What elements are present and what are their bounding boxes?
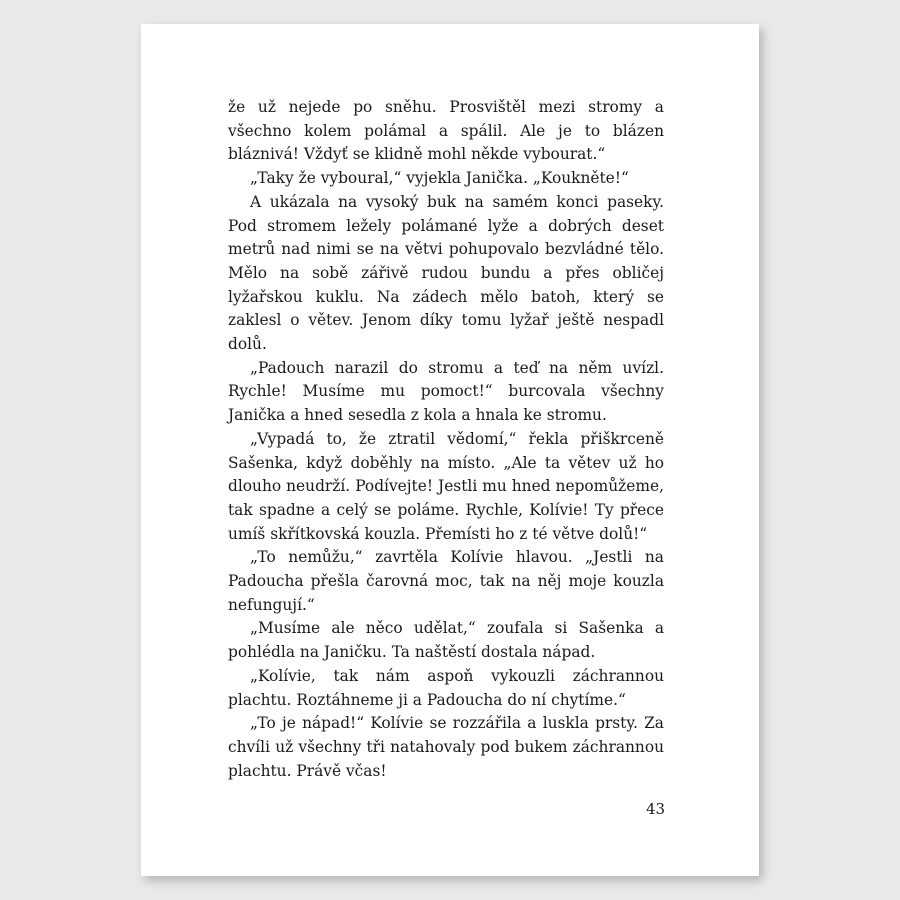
paragraph: „To je nápad!“ Kolívie se rozzářila a luskla prsty. Za chvíli už všechny tři natahovaly pod bukem záchrannou plachtu. Právě včas!	[228, 714, 664, 780]
book-page	[141, 24, 759, 876]
paragraph: A ukázala na vysoký buk na samém konci paseky. Pod stromem ležely polámané lyže a dobrých deset metrů nad nimi se na větvi pohupovalo bezvládné tělo. Mělo na sobě zářivě rudou bundu a přes obličej lyžařskou kuklu. Na zádech mělo batoh, který se zaklesl o větev. Jenom díky tomu lyžař ještě nespadl dolů.	[228, 192, 664, 354]
paragraph: „Padouch narazil do stromu a teď na něm uvízl. Rychle! Musíme mu pomoct!“ burcovala všechny Janička a hned sesedla z kola a hnala ke stromu.	[228, 358, 664, 425]
paragraph: „Taky že vyboural,“ vyjekla Janička. „Koukněte!“	[250, 169, 629, 188]
paragraph: „Kolívie, tak nám aspoň vykouzli záchrannou plachtu. Roztáhneme ji a Padoucha do ní chytíme.“	[228, 666, 664, 709]
paragraph: že už nejede po sněhu. Prosvištěl mezi stromy a všechno kolem polámal a spálil. Ale je to blázen bláznivá! Vždyť se klidně mohl někde vybourat.“	[228, 98, 664, 164]
paragraph: „Musíme ale něco udělat,“ zoufala si Sašenka a pohlédla na Janičku. Ta naštěstí dostala nápad.	[228, 619, 664, 662]
page-number: 43	[646, 800, 666, 818]
paragraph: „To nemůžu,“ zavrtěla Kolívie hlavou. „Jestli na Padoucha přešla čarovná moc, tak na něj moje kouzla nefungují.“	[228, 548, 664, 614]
page-body-text	[228, 96, 664, 783]
paragraph: „Vypadá to, že ztratil vědomí,“ řekla přiškrceně Sašenka, když doběhly na místo. „Ale ta větev už ho dlouho neudrží. Podívejte! Jestli mu hned nepomůžeme, tak spadne a celý se poláme. Rychle, Kolívie! Ty přece umíš skřítkovská kouzla. Přemísti ho z té větve dolů!“	[228, 429, 664, 543]
